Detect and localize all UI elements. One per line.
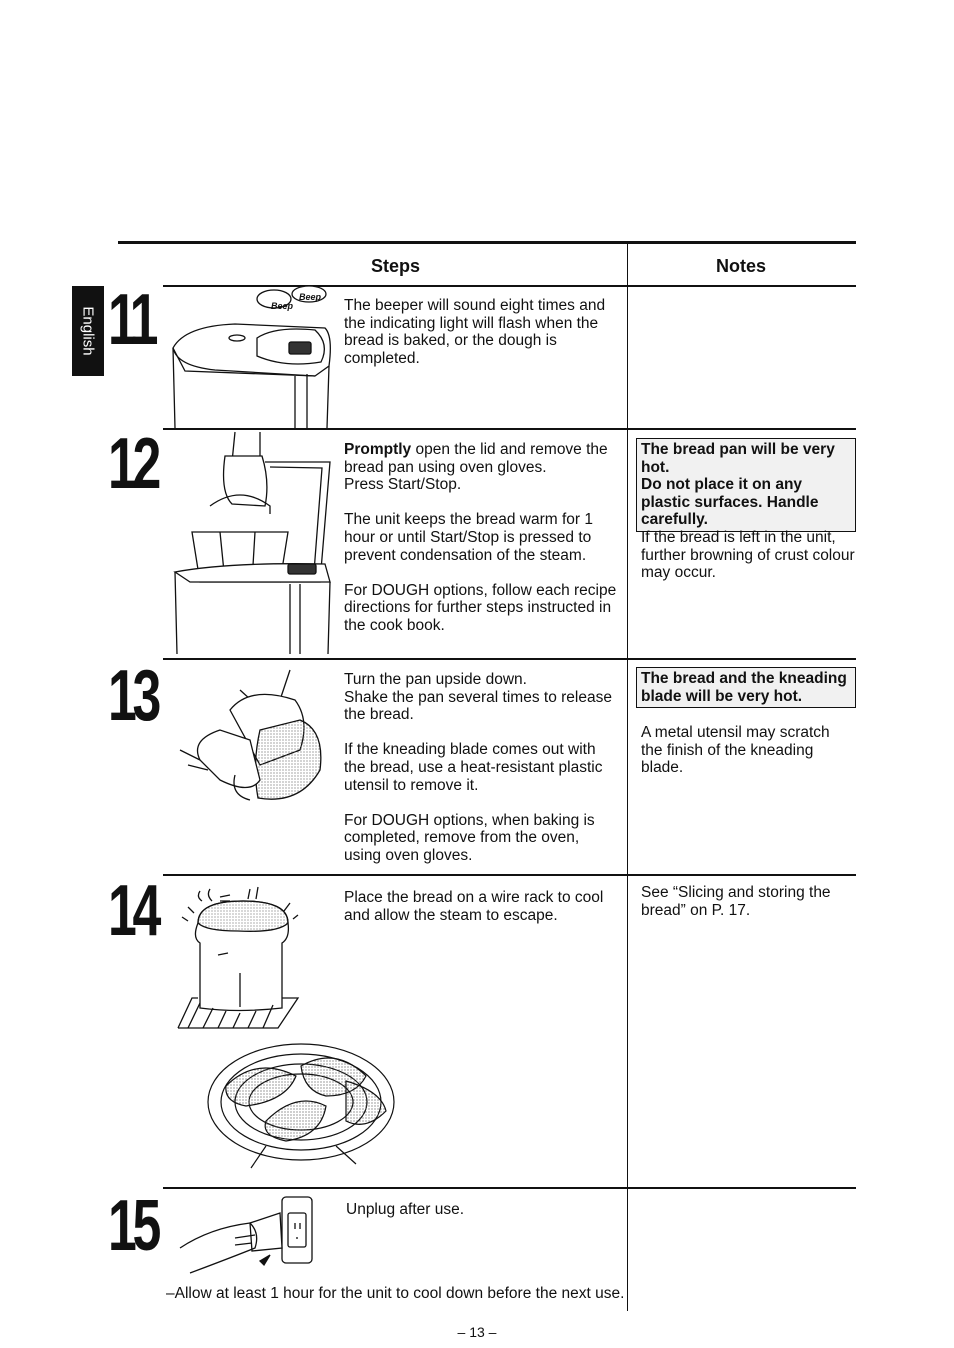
page-number: – 13 – [457,1324,497,1340]
step-13-warning-box: The bread and the kneading blade will be very hot. [636,667,856,708]
steps-header: Steps [371,256,421,276]
step-number-11: 11 [108,280,155,360]
step-11-paragraph: The beeper will sound eight times and the indicating light will flash when the bread is baked, or the dough is completed. [344,297,606,367]
step-12-warning-line-1: The bread pan will be very hot. [641,441,835,476]
step-12-paragraph-1-rest: open the lid and remove the bread pan using oven gloves. [344,441,608,476]
step-15-text: Unplug after use. [346,1201,465,1218]
step-13-paragraph-2: If the kneading blade comes out with the bread, use a heat-resistant plastic utensil to remove it. [344,741,603,794]
notes-header: Notes [716,256,767,276]
step-11-text [344,297,614,367]
step-14-note: See “Slicing and storing the bread” on P. 17. [641,884,831,919]
bread-cooling-illustration [178,883,313,1028]
step-13-rule [163,874,856,876]
step-12-press-start: Press Start/Stop. [344,476,462,494]
step-12-text [344,441,619,635]
step-13-note: A metal utensil may scratch the finish of the kneading blade. [641,724,830,777]
step-12-note: If the bread is left in the unit, further browning of crust colour may occur. [641,529,855,582]
step-13-paragraph-1 [344,671,619,724]
step-12-paragraph-2: The unit keeps the bread warm for 1 hour or until Start/Stop is pressed to prevent condensation of the steam. [344,511,593,564]
remove-bread-pan-illustration [170,432,335,654]
step-12-paragraph-3: For DOUGH options, follow each recipe directions for further steps instructed in the cook book. [344,581,617,634]
step-number-15: 15 [108,1186,158,1266]
step-12-warning-box [636,438,856,532]
bread-maker-beeping-illustration [165,286,340,428]
shake-pan-illustration [180,670,330,810]
promptly-emphasis: Promptly [344,441,412,458]
step-11-rule [163,428,856,430]
table-top-rule [118,241,856,244]
language-tab [72,286,104,376]
step-number-14: 14 [108,871,158,951]
step-12-paragraph-1 [344,441,619,494]
language-tab-label: English [79,306,97,356]
unplug-illustration [180,1193,320,1278]
beep-label-2: Beep [299,292,322,302]
beep-label-1: Beep [271,301,294,311]
step-13-turn-pan: Turn the pan upside down. [344,671,527,688]
step-13-text [344,671,619,865]
column-divider [627,244,628,1311]
step-12-rule [163,658,856,660]
step-14-rule [163,1187,856,1189]
step-14-text: Place the bread on a wire rack to cool and allow the steam to escape. [344,889,604,924]
step-number-13: 13 [108,656,158,736]
step-number-12: 12 [108,424,158,504]
step-15-footnote: –Allow at least 1 hour for the unit to cool down before the next use. [166,1285,625,1302]
step-13-paragraph-3: For DOUGH options, when baking is completed, remove from the oven, using oven gloves. [344,811,595,864]
step-12-warning-line-2: Do not place it on any plastic surfaces. Handle carefully. [641,476,819,528]
croissants-wire-rack-illustration [206,1036,396,1171]
step-13-shake-pan: Shake the pan several times to release the bread. [344,688,612,724]
